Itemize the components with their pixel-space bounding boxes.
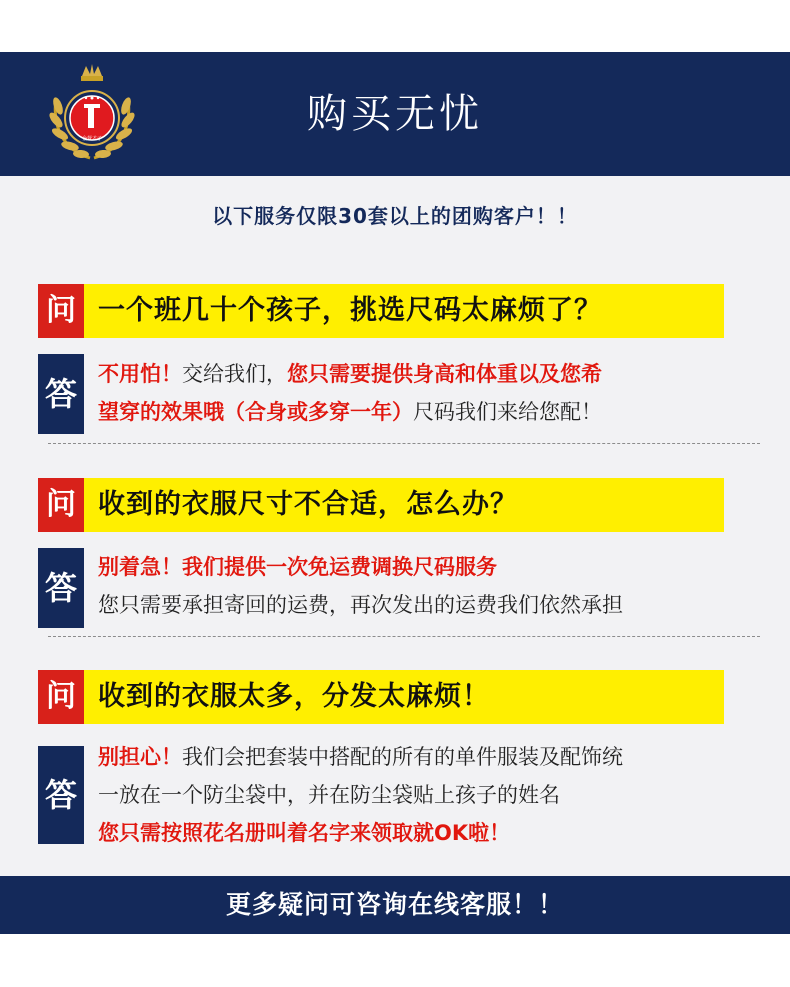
question-tag: 问 <box>38 670 84 724</box>
header-banner <box>0 52 790 176</box>
answer-tag: 答 <box>38 354 84 434</box>
answer-tag: 答 <box>38 746 84 844</box>
answer-2 <box>98 548 748 624</box>
answer-line: 别担心！我们会把套装中搭配的所有的单件服装及配饰统 <box>98 745 623 769</box>
question-tag: 问 <box>38 284 84 338</box>
answer-3 <box>98 738 748 852</box>
answer-line: 别着急！我们提供一次免运费调换尺码服务 <box>98 555 497 579</box>
question-2: 收到的衣服尺寸不合适，怎么办？ <box>84 478 724 532</box>
answer-line: 不用怕！交给我们，您只需要提供身高和体重以及您希 <box>98 362 602 386</box>
answer-line: 一放在一个防尘袋中，并在防尘袋贴上孩子的姓名 <box>98 783 560 807</box>
dashed-divider <box>48 636 760 637</box>
question-1: 一个班几十个孩子，挑选尺码太麻烦了？ <box>84 284 724 338</box>
answer-line: 您只需按照花名册叫着名字来领取就OK啦！ <box>98 821 511 845</box>
dashed-divider <box>48 443 760 444</box>
answer-1 <box>98 355 748 431</box>
question-3: 收到的衣服太多，分发太麻烦！ <box>84 670 724 724</box>
logo-text: 金督才子 <box>81 136 103 142</box>
answer-tag: 答 <box>38 548 84 628</box>
answer-line: 望穿的效果哦（合身或多穿一年）尺码我们来给您配！ <box>98 400 602 424</box>
question-tag: 问 <box>38 478 84 532</box>
answer-line: 您只需要承担寄回的运费，再次发出的运费我们依然承担 <box>98 593 623 617</box>
service-notice: 以下服务仅限30套以上的团购客户！！ <box>212 204 578 228</box>
page-title: 购买无忧 <box>307 91 483 137</box>
contact-footer: 更多疑问可咨询在线客服！！ <box>0 876 790 934</box>
